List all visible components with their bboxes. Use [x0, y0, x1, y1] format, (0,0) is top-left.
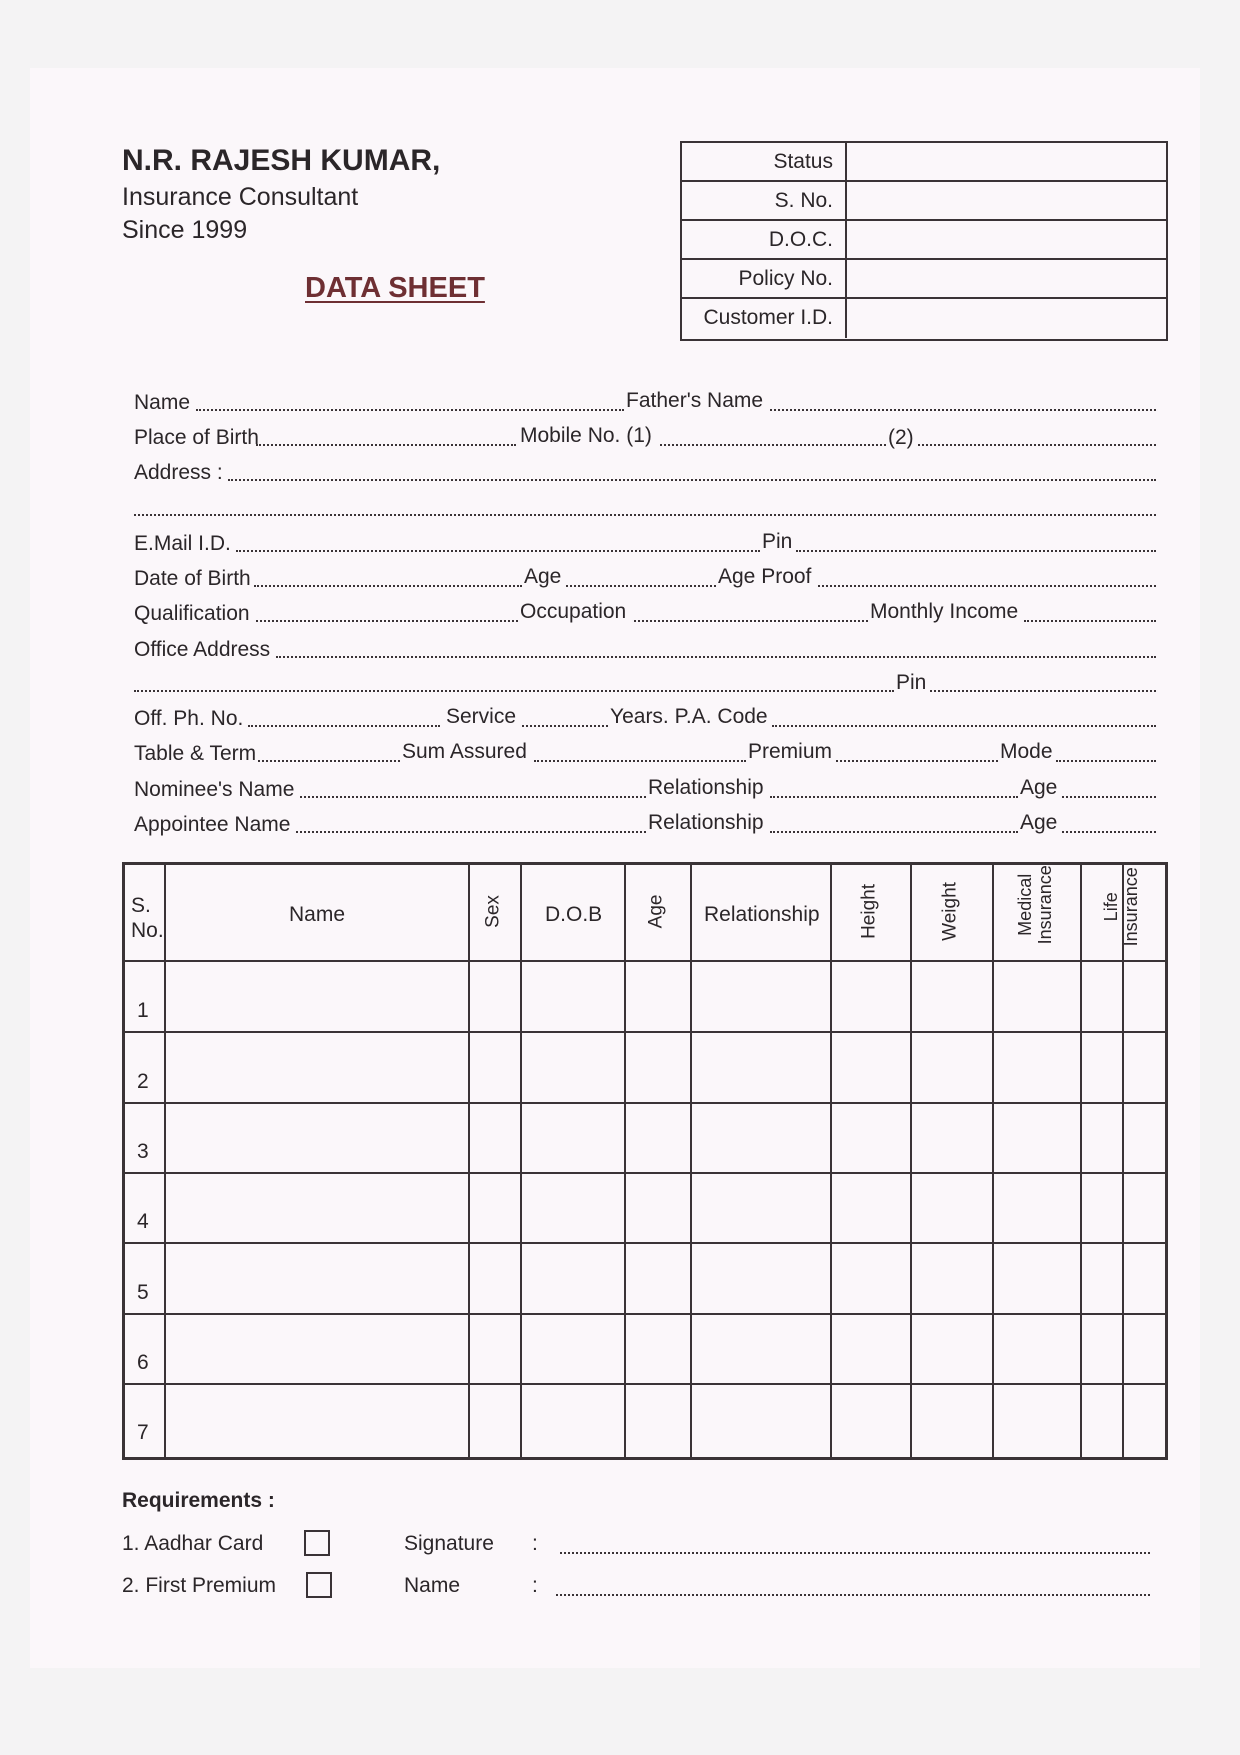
column-divider — [992, 865, 994, 1457]
column-divider — [690, 865, 692, 1457]
company-name: N.R. RAJESH KUMAR, — [122, 144, 441, 177]
header-weight: Weight — [939, 882, 961, 941]
row-number: 4 — [137, 1210, 149, 1233]
mobile-2-label: (2) — [888, 426, 914, 449]
column-divider — [830, 865, 832, 1457]
column-divider — [624, 865, 626, 1457]
doc-label: D.O.C. — [682, 221, 847, 258]
office-use-table — [680, 141, 1168, 341]
occupation-label: Occupation — [520, 600, 627, 623]
address-field-1[interactable] — [228, 479, 1156, 481]
years-pa-code-label: Years. P.A. Code — [610, 705, 768, 728]
customer-id-field[interactable] — [847, 299, 1166, 338]
fathers-name-label: Father's Name — [626, 389, 764, 412]
qualification-field[interactable] — [256, 620, 518, 622]
customer-id-row — [682, 299, 1166, 338]
column-divider — [910, 865, 912, 1457]
policy-no-label: Policy No. — [682, 260, 847, 297]
address-label: Address : — [134, 461, 223, 484]
signature-colon: : — [532, 1532, 538, 1555]
office-phone-label: Off. Ph. No. — [134, 707, 244, 730]
occupation-field[interactable] — [634, 620, 868, 622]
designation: Insurance Consultant — [122, 183, 359, 211]
first-premium-checkbox[interactable] — [306, 1572, 332, 1598]
table-term-field[interactable] — [258, 760, 400, 762]
sum-assured-label: Sum Assured — [402, 740, 527, 763]
policy-no-row — [682, 260, 1166, 299]
header-relationship: Relationship — [704, 903, 820, 926]
column-divider — [164, 865, 166, 1457]
office-address-label: Office Address — [134, 638, 271, 661]
mode-field[interactable] — [1056, 760, 1156, 762]
status-label: Status — [682, 143, 847, 180]
appointee-name-field[interactable] — [296, 831, 646, 833]
row-divider — [125, 1102, 1165, 1104]
service-field[interactable] — [522, 725, 608, 727]
sno-row — [682, 182, 1166, 221]
nominee-age-label: Age — [1020, 776, 1058, 799]
signature-field[interactable] — [560, 1552, 1150, 1554]
row-number: 6 — [137, 1351, 149, 1374]
mobile-1-label: Mobile No. (1) — [520, 424, 652, 447]
age-field[interactable] — [566, 585, 716, 587]
sno-field[interactable] — [847, 182, 1166, 219]
header-sex: Sex — [482, 895, 504, 928]
signatory-name-field[interactable] — [556, 1594, 1150, 1596]
premium-label: Premium — [748, 740, 833, 763]
age-proof-label: Age Proof — [718, 565, 812, 588]
qualification-label: Qualification — [134, 602, 250, 625]
row-number: 2 — [137, 1070, 149, 1093]
row-number: 3 — [137, 1140, 149, 1163]
pa-code-field[interactable] — [772, 725, 1156, 727]
age-proof-field[interactable] — [818, 585, 1156, 587]
premium-field[interactable] — [836, 760, 998, 762]
status-field[interactable] — [847, 143, 1166, 180]
email-label: E.Mail I.D. — [134, 532, 231, 555]
header-sno: S. No. — [131, 894, 164, 943]
signatory-name-colon: : — [532, 1574, 538, 1597]
address-field-2[interactable] — [134, 514, 1156, 516]
row-divider — [125, 1172, 1165, 1174]
email-field[interactable] — [236, 550, 760, 552]
mode-label: Mode — [1000, 740, 1053, 763]
office-pin-field[interactable] — [930, 690, 1156, 692]
table-term-label: Table & Term — [134, 742, 257, 765]
pin-field[interactable] — [796, 550, 1156, 552]
place-of-birth-label: Place of Birth — [134, 426, 259, 449]
office-phone-field[interactable] — [248, 725, 440, 727]
customer-id-label: Customer I.D. — [682, 299, 847, 338]
office-address-field-1[interactable] — [276, 656, 1156, 658]
nominee-relationship-label: Relationship — [648, 776, 764, 799]
service-label: Service — [446, 705, 517, 728]
requirements-title: Requirements : — [122, 1489, 275, 1512]
monthly-income-field[interactable] — [1024, 620, 1156, 622]
since-year: Since 1999 — [122, 216, 248, 244]
age-label: Age — [524, 565, 562, 588]
nominee-relationship-field[interactable] — [770, 796, 1018, 798]
name-label: Name — [134, 391, 191, 414]
doc-row — [682, 221, 1166, 260]
monthly-income-label: Monthly Income — [870, 600, 1019, 623]
row-divider — [125, 1242, 1165, 1244]
column-divider — [1080, 865, 1082, 1457]
office-address-field-2[interactable] — [134, 690, 894, 692]
column-divider — [520, 865, 522, 1457]
dob-label: Date of Birth — [134, 567, 251, 590]
requirement-first-premium-label: 2. First Premium — [122, 1574, 277, 1597]
appointee-age-field[interactable] — [1062, 831, 1156, 833]
header-name: Name — [289, 903, 346, 926]
header-medical-insurance: Medical Insurance — [1015, 865, 1055, 945]
appointee-relationship-label: Relationship — [648, 811, 764, 834]
dob-field[interactable] — [254, 585, 522, 587]
appointee-age-label: Age — [1020, 811, 1058, 834]
doc-field[interactable] — [847, 221, 1166, 258]
office-pin-label: Pin — [896, 671, 927, 694]
nominee-age-field[interactable] — [1062, 796, 1156, 798]
column-divider — [1122, 865, 1124, 1457]
name-field[interactable] — [196, 409, 624, 411]
policy-no-field[interactable] — [847, 260, 1166, 297]
header-dob: D.O.B — [545, 903, 603, 926]
nominee-name-field[interactable] — [300, 796, 646, 798]
header-life-insurance: Life Insurance — [1101, 867, 1141, 947]
mobile-1-field[interactable] — [660, 444, 886, 446]
requirement-aadhar-label: 1. Aadhar Card — [122, 1532, 264, 1555]
mobile-2-field[interactable] — [918, 444, 1156, 446]
page-title: DATA SHEET — [305, 272, 485, 304]
signature-label: Signature — [404, 1532, 494, 1555]
appointee-relationship-field[interactable] — [770, 831, 1018, 833]
place-of-birth-field[interactable] — [256, 444, 516, 446]
pin-label: Pin — [762, 530, 793, 553]
signatory-name-label: Name — [404, 1574, 461, 1597]
sum-assured-field[interactable] — [534, 760, 746, 762]
aadhar-checkbox[interactable] — [304, 1530, 330, 1556]
family-members-table — [122, 862, 1168, 1460]
status-row — [682, 143, 1166, 182]
row-divider — [125, 1383, 1165, 1385]
header-age: Age — [645, 894, 667, 929]
fathers-name-field[interactable] — [770, 409, 1156, 411]
row-divider — [125, 1031, 1165, 1033]
row-number: 5 — [137, 1281, 149, 1304]
header-height: Height — [858, 883, 880, 939]
row-divider — [125, 1313, 1165, 1315]
column-divider — [468, 865, 470, 1457]
appointee-name-label: Appointee Name — [134, 813, 291, 836]
row-number: 7 — [137, 1421, 149, 1444]
row-number: 1 — [137, 999, 149, 1022]
nominee-name-label: Nominee's Name — [134, 778, 295, 801]
sno-label: S. No. — [682, 182, 847, 219]
row-divider — [125, 960, 1165, 962]
